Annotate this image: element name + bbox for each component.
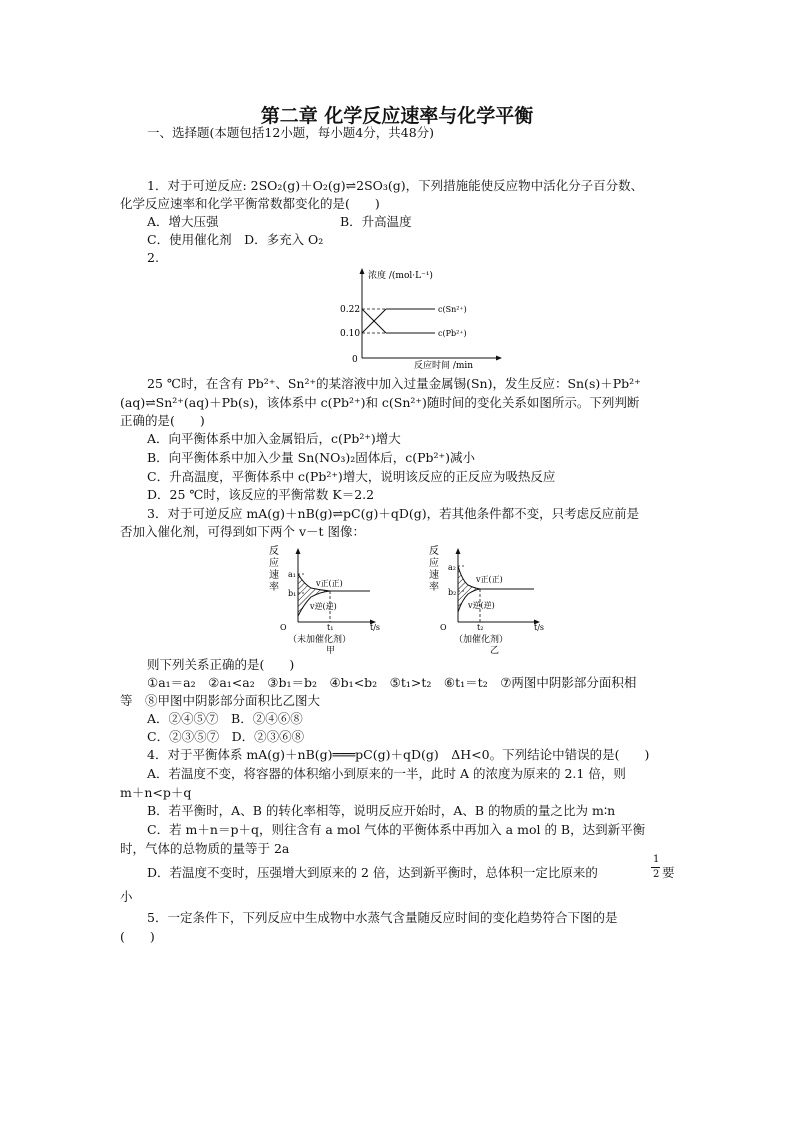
q3-figure-jia [266, 542, 386, 654]
q3-option-ab: A．②④⑤⑦ B．②④⑥⑧ [147, 711, 303, 726]
q3-yi-vfwd-label: v正(正) [476, 575, 503, 584]
q3-yi-caption: （加催化剂） [454, 635, 509, 645]
q2-label-pb: c(Pb²⁺) [438, 329, 467, 338]
q3-jia-vfwd-label: v正(正) [316, 579, 343, 588]
q3-jia-ylabel-2: 应 [269, 558, 279, 569]
q3-yi-ylabel-4: 率 [429, 582, 439, 593]
q3-jia-t-label: t₁ [327, 623, 334, 632]
q4-option-d-tail: 要 [662, 865, 675, 880]
q4-option-b: B．若平衡时，A、B 的转化率相等，说明反应开始时，A、B 的物质的量之比为 m∶n [147, 803, 616, 818]
q3-yi-t-label: t₂ [477, 623, 484, 632]
q3-jia-xunit: t/s [370, 623, 381, 632]
q2-option-c: C．升高温度，平衡体系中 c(Pb²⁺)增大，说明该反应的正反应为吸热反应 [147, 469, 556, 484]
q3-relations-line2: 等 ⑧甲图中阴影部分面积比乙图大 [120, 693, 321, 708]
q4-fraction-bar [651, 867, 660, 868]
q2-option-d: D．25 ℃时，该反应的平衡常数 K＝2.2 [147, 487, 375, 502]
q4-fraction-numerator: 1 [653, 854, 660, 865]
q4-stem: 4．对于平衡体系 mA(g)＋nB(g)═══pC(g)＋qD(g) ΔH<0。下列结论中错误的是( ) [147, 747, 650, 762]
q3-jia-vrev-label: v逆(逆) [310, 602, 337, 611]
q1-stem-line2: 化学反应速率和化学平衡常数都变化的是( ) [120, 196, 380, 211]
q3-jia-caption: （未加催化剂） [288, 635, 352, 645]
q4-option-a-line2: m＋n<p＋q [120, 785, 192, 800]
q2-x-axis-label: 反应时间 /min [414, 361, 474, 371]
q4-option-a-line1: A．若温度不变，将容器的体积缩小到原来的一半，此时 A 的浓度为原来的 2.1 倍，则 [147, 766, 626, 781]
q1-option-b: B．升高温度 [340, 214, 412, 229]
q4-option-d-line1: D．若温度不变时，压强增大到原来的 2 倍，达到新平衡时，总体积一定比原来的 [147, 865, 598, 880]
q3-yi-ylabel-2: 应 [429, 558, 439, 569]
q2-stem-line3: 正确的是( ) [120, 413, 205, 428]
q3-jia-b-label: b₁ [288, 589, 297, 598]
q3-figure-yi [426, 542, 550, 654]
q2-option-a: A．向平衡体系中加入金属铅后，c(Pb²⁺)增大 [147, 431, 401, 446]
q3-jia-a-label: a₁ [288, 570, 296, 579]
q2-stem-line2: (aq)⇌Sn²⁺(aq)＋Pb(s)，该体系中 c(Pb²⁺)和 c(Sn²⁺)随时间的变化关系如图所示。下列判断 [120, 395, 640, 410]
section-heading: 一、选择题(本题包括12小题，每小题4分，共48分) [147, 125, 435, 140]
q1-option-a: A．增大压强 [147, 214, 219, 229]
q3-jia-origin: O [280, 623, 287, 632]
q2-tick-low: 0.10 [340, 329, 361, 339]
q4-option-d-line2: 小 [120, 889, 133, 904]
q1-stem-line1: 1．对于可逆反应: 2SO₂(g)＋O₂(g)⇌2SO₃(g)，下列措施能使反应物中活化分子百分数、 [147, 178, 644, 193]
q5-stem-line1: 5．一定条件下，下列反应中生成物中水蒸气含量随反应时间的变化趋势符合下图的是 [147, 910, 618, 925]
q4-fraction-denominator: 2 [653, 869, 660, 880]
q3-yi-ylabel-3: 速 [429, 570, 439, 581]
q4-option-c-line2: 时，气体的总物质的量等于 2a [120, 841, 290, 856]
q3-yi-a-label: a₂ [448, 563, 456, 572]
q3-jia-ylabel-3: 速 [269, 570, 279, 581]
q2-option-b: B．向平衡体系中加入少量 Sn(NO₃)₂固体后，c(Pb²⁺)减小 [147, 450, 476, 465]
page-title: 第二章 化学反应速率与化学平衡 [260, 105, 534, 127]
q3-stem-line2: 否加入催化剂，可得到如下两个 v－t 图像： [120, 524, 366, 539]
q2-tick-high: 0.22 [340, 305, 361, 315]
q3-option-cd: C．②③⑤⑦ D．②③⑥⑧ [147, 729, 305, 744]
q3-jia-ylabel-4: 率 [269, 582, 279, 593]
q3-jia-ylabel-1: 反 [269, 546, 279, 557]
q3-relations-line1: ①a₁＝a₂ ②a₁<a₂ ③b₁＝b₂ ④b₁<b₂ ⑤t₁>t₂ ⑥t₁＝t₂ ⑦两图中阴影部分面积相 [147, 675, 637, 690]
q3-yi-b-label: b₂ [448, 588, 457, 597]
q4-option-c-line1: C．若 m＋n＝p＋q，则往含有 a mol 气体的平衡体系中再加入 a mol 的 B，达到新平衡 [147, 822, 646, 837]
q3-yi-xunit: t/s [534, 623, 545, 632]
q3-stem-line1: 3．对于可逆反应 mA(g)＋nB(g)⇌pC(g)＋qD(g)，若其他条件都不变，只考虑反应前是 [147, 506, 640, 521]
q3-jia-name: 甲 [326, 646, 336, 654]
q2-number: 2. [147, 250, 159, 265]
q3-stem-line3: 则下列关系正确的是( ) [147, 657, 295, 672]
q3-yi-origin: O [440, 623, 447, 632]
q2-origin-label: 0 [352, 355, 358, 365]
q3-yi-vrev-label: v逆(逆) [468, 601, 495, 610]
q2-label-sn: c(Sn²⁺) [438, 305, 467, 314]
q2-concentration-figure [330, 264, 510, 374]
q3-yi-name: 乙 [490, 646, 500, 654]
q2-stem-line1: 25 ℃时，在含有 Pb²⁺、Sn²⁺的某溶液中加入过量金属锡(Sn)，发生反应：Sn(s)＋Pb²⁺ [147, 376, 641, 391]
q2-y-axis-label: 浓度 /(mol·L⁻¹) [368, 271, 433, 281]
q5-stem-line2: ( ) [120, 929, 155, 944]
q1-option-cd: C．使用催化剂 D．多充入 O₂ [147, 232, 324, 247]
q3-yi-ylabel-1: 反 [429, 546, 439, 557]
